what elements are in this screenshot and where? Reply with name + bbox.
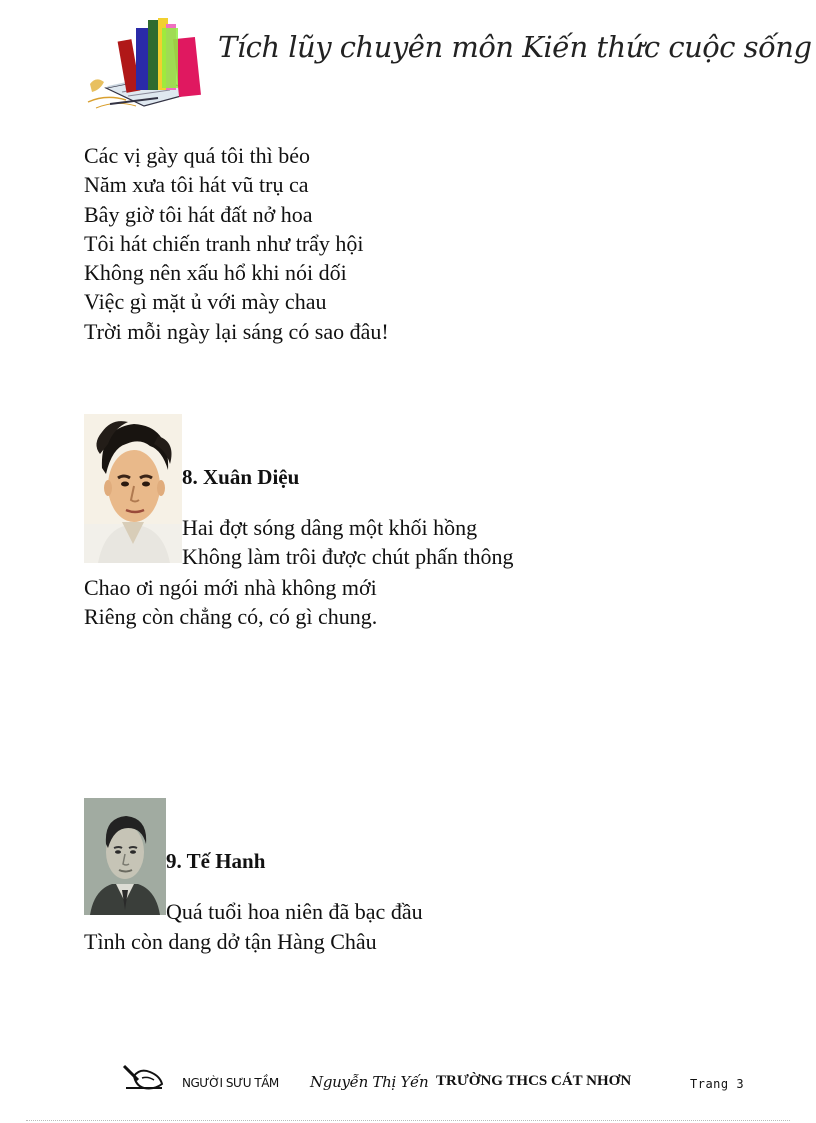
page-header-title: Tích lũy chuyên môn Kiến thức cuộc sống [218,30,812,64]
poem-line: Chao ơi ngói mới nhà không mới [84,575,377,600]
poem-line: Không nên xấu hổ khi nói dối [84,260,347,286]
footer-divider [26,1120,790,1121]
writing-hand-icon [122,1062,166,1092]
poem-line: Quá tuổi hoa niên đã bạc đầu [166,899,423,924]
portrait-xuan-dieu [84,414,182,563]
poem-line: Năm xưa tôi hát vũ trụ ca [84,172,309,198]
poem-te-hanh-beside [166,897,423,926]
poem-line: Các vị gày quá tôi thì béo [84,143,311,168]
footer-collector-name: Nguyễn Thị Yến [310,1073,429,1091]
poem-intro [84,141,389,346]
poem-xuan-dieu-below [84,573,377,632]
footer-school: TRƯỜNG THCS CÁT NHƠN [436,1073,632,1089]
stacked-books-icon [86,14,206,110]
poem-line: Không làm trôi được chút phấn thông [182,544,514,570]
poem-line: Việc gì mặt ủ với mày chau [84,289,327,315]
poem-line: Hai đợt sóng dâng một khối hồng [182,515,478,540]
poem-line: Tôi hát chiến tranh như trẩy hội [84,230,364,256]
poem-line: Trời mỗi ngày lại sáng có sao đâu! [84,318,389,344]
section-title-te-hanh: 9. Tế Hanh [166,849,266,873]
footer-page-number: Trang 3 [690,1077,745,1091]
portrait-te-hanh [84,798,166,915]
poem-line: Tình còn dang dở tận Hàng Châu [84,929,377,954]
poem-xuan-dieu-beside [182,513,514,572]
poem-line: Riêng còn chẳng có, có gì chung. [84,604,378,630]
poem-te-hanh-below [84,927,377,956]
section-title-xuan-dieu: 8. Xuân Diệu [182,465,300,489]
footer-collector-label: NGƯỜI SƯU TẦM [182,1076,279,1090]
poem-line: Bây giờ tôi hát đất nở hoa [84,201,313,227]
